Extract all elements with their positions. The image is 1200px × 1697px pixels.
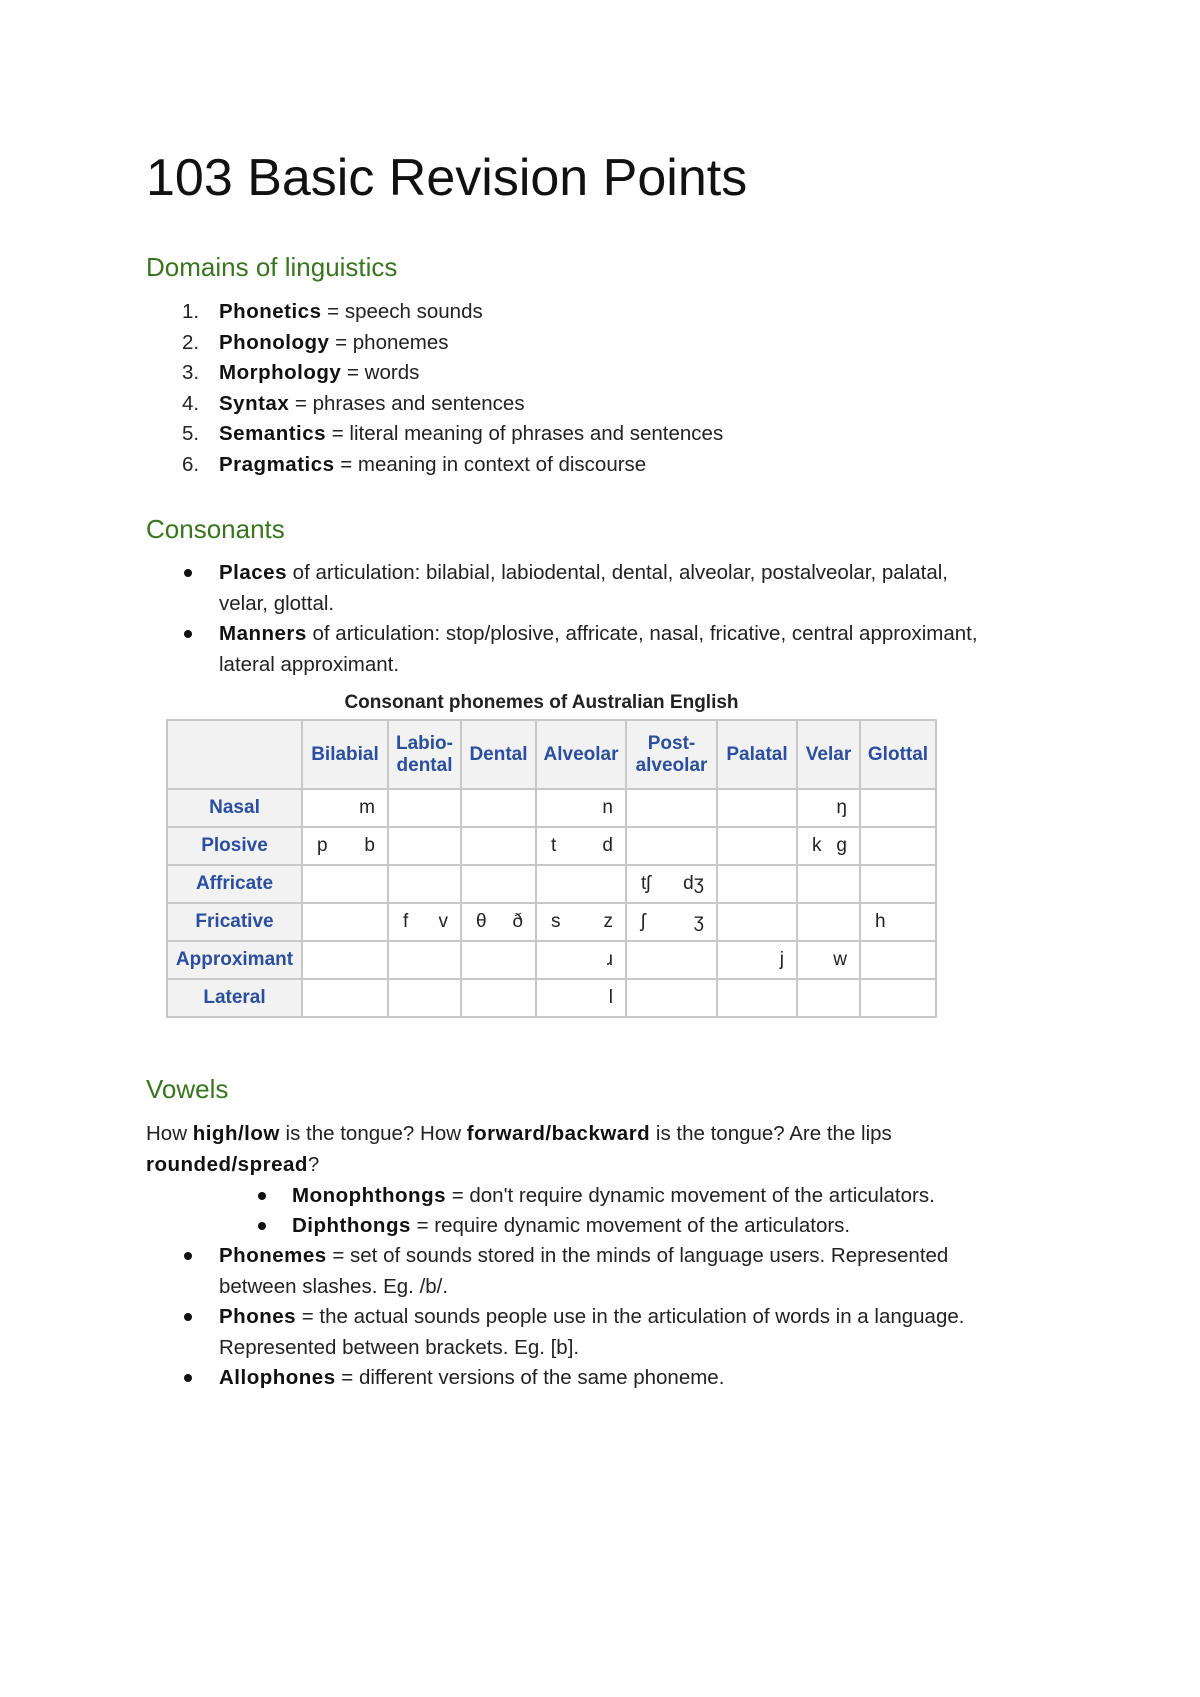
voiceless-phoneme: θ <box>476 911 487 932</box>
column-header-line: Glottal <box>867 743 929 765</box>
voiceless-phoneme: ʃ <box>641 911 646 932</box>
table-row <box>167 789 936 827</box>
intro-text: ? <box>307 1153 320 1176</box>
manners-line2: lateral approximant. <box>219 653 400 676</box>
phoneme-cell <box>536 827 626 865</box>
phoneme-cell <box>536 865 626 903</box>
term: Pragmatics <box>219 452 335 476</box>
column-header-line: alveolar <box>635 754 708 776</box>
row-header: Fricative <box>167 903 302 941</box>
consonant-table <box>166 719 937 1018</box>
voiced-phoneme: g <box>836 835 847 856</box>
heading-consonants: Consonants <box>146 514 285 544</box>
places-desc: of articulation: bilabial, labiodental, dental, alveolar, postalveolar, palatal, <box>286 561 948 584</box>
voiceless-phoneme: tʃ <box>641 873 651 894</box>
phoneme-cell <box>626 903 717 941</box>
voiceless-phoneme: h <box>875 911 886 932</box>
manners-term: Manners <box>219 622 307 645</box>
voiceless-phoneme: t <box>551 835 557 856</box>
table-row <box>167 979 936 1017</box>
phoneme-cell <box>626 827 717 865</box>
column-header <box>860 720 936 789</box>
phones-line <box>219 1302 964 1332</box>
desc: = meaning in context of discourse <box>334 452 647 476</box>
voiceless-phoneme: p <box>317 835 328 856</box>
phoneme-cell <box>717 941 797 979</box>
voiced-phoneme: w <box>833 949 847 970</box>
table-caption: Consonant phonemes of Australian English <box>344 692 739 713</box>
voiced-phoneme: d <box>602 835 613 856</box>
voiced-phoneme: v <box>438 911 448 932</box>
phoneme-cell <box>302 979 388 1017</box>
voiced-phoneme: z <box>603 911 613 932</box>
places-line2: velar, glottal. <box>219 592 335 615</box>
term: Monophthongs <box>292 1184 447 1207</box>
row-header: Lateral <box>167 979 302 1017</box>
column-header-line: Post- <box>647 732 696 754</box>
list-number: 2. <box>182 330 200 354</box>
phoneme-cell <box>388 865 461 903</box>
intro-bold: high/low <box>192 1122 280 1145</box>
heading-domains: Domains of linguistics <box>146 252 398 282</box>
phoneme-cell <box>797 903 860 941</box>
list-item <box>219 297 483 327</box>
voiceless-phoneme: s <box>551 911 561 932</box>
phoneme-cell <box>860 827 936 865</box>
desc: = phonemes <box>329 330 449 354</box>
phoneme-cell <box>860 789 936 827</box>
desc: = words <box>341 361 420 384</box>
phoneme-cell <box>717 979 797 1017</box>
column-header-line: Labio- <box>396 732 453 754</box>
bullet-icon <box>184 1252 192 1260</box>
phoneme-cell <box>302 865 388 903</box>
list-item <box>219 450 646 480</box>
list-item <box>219 389 525 419</box>
intro-text: How <box>146 1122 193 1145</box>
list-number: 6. <box>182 452 200 476</box>
bullet-icon <box>184 630 192 638</box>
allophones-line <box>219 1363 724 1393</box>
term: Diphthongs <box>292 1214 411 1237</box>
phoneme-cell <box>717 789 797 827</box>
bullet-icon <box>184 1374 192 1382</box>
voiced-phoneme: ŋ <box>836 797 847 818</box>
phoneme-cell <box>536 903 626 941</box>
voiced-phoneme: dʒ <box>683 873 704 894</box>
phoneme-cell <box>536 979 626 1017</box>
row-header: Affricate <box>167 865 302 903</box>
term: Allophones <box>219 1366 336 1389</box>
phoneme-cell <box>302 827 388 865</box>
phoneme-cell <box>717 827 797 865</box>
phoneme-cell <box>860 979 936 1017</box>
desc: = speech sounds <box>321 300 483 323</box>
intro-bold: rounded/spread <box>146 1153 308 1176</box>
phoneme-cell <box>388 827 461 865</box>
phoneme-cell <box>626 941 717 979</box>
phoneme-cell <box>860 865 936 903</box>
phoneme-cell <box>461 903 536 941</box>
desc: = don't require dynamic movement of the articulators. <box>446 1184 935 1207</box>
corner-cell <box>167 720 302 789</box>
phoneme-cell <box>388 941 461 979</box>
column-header-line: Alveolar <box>543 743 619 765</box>
manners-desc: of articulation: stop/plosive, affricate, nasal, fricative, central approximant, <box>306 622 978 645</box>
term: Semantics <box>219 422 327 445</box>
phoneme-cell <box>388 789 461 827</box>
column-header <box>461 720 536 789</box>
bullet-icon <box>258 1222 266 1230</box>
phonemes-line2: between slashes. Eg. /b/. <box>219 1275 449 1298</box>
phoneme-cell <box>797 827 860 865</box>
monophthongs-line <box>292 1181 935 1211</box>
column-header <box>388 720 461 789</box>
term: Morphology <box>219 361 342 384</box>
phoneme-cell <box>797 789 860 827</box>
column-header-line: dental <box>396 754 453 776</box>
column-header <box>626 720 717 789</box>
phoneme-cell <box>388 903 461 941</box>
row-header: Nasal <box>167 789 302 827</box>
phoneme-cell <box>626 789 717 827</box>
column-header <box>302 720 388 789</box>
table-row <box>167 865 936 903</box>
vowels-intro <box>146 1119 892 1149</box>
desc: = literal meaning of phrases and sentences <box>326 422 724 445</box>
column-header-line: Velar <box>805 743 852 765</box>
bullet-icon <box>258 1192 266 1200</box>
desc: = require dynamic movement of the articulators. <box>410 1214 851 1237</box>
list-number: 5. <box>182 422 200 445</box>
row-header: Approximant <box>167 941 302 979</box>
phoneme-cell <box>797 941 860 979</box>
list-item <box>219 328 449 358</box>
term: Phonemes <box>219 1244 327 1267</box>
heading-vowels: Vowels <box>146 1074 229 1104</box>
voiced-phoneme: ð <box>512 911 523 932</box>
places-term: Places <box>219 561 287 584</box>
voiced-phoneme: ɹ <box>606 949 613 970</box>
voiced-phoneme: b <box>364 835 375 856</box>
phoneme-cell <box>717 903 797 941</box>
column-header-line: Palatal <box>726 743 788 765</box>
phoneme-cell <box>461 865 536 903</box>
table-row <box>167 903 936 941</box>
row-header: Plosive <box>167 827 302 865</box>
phoneme-cell <box>302 941 388 979</box>
phoneme-cell <box>626 979 717 1017</box>
phoneme-cell <box>717 865 797 903</box>
phones-line2: Represented between brackets. Eg. [b]. <box>219 1336 580 1359</box>
intro-text: is the tongue? Are the lips <box>650 1122 892 1145</box>
phoneme-cell <box>388 979 461 1017</box>
desc: = the actual sounds people use in the articulation of words in a language. <box>296 1305 965 1328</box>
phoneme-cell <box>797 979 860 1017</box>
voiceless-phoneme: f <box>403 911 409 932</box>
places-line <box>219 558 948 588</box>
phoneme-cell <box>860 903 936 941</box>
phoneme-cell <box>860 941 936 979</box>
voiced-phoneme: m <box>359 797 375 818</box>
table-row <box>167 827 936 865</box>
bullet-icon <box>184 569 192 577</box>
phoneme-cell <box>461 789 536 827</box>
table-row <box>167 941 936 979</box>
intro-text: is the tongue? How <box>279 1122 467 1145</box>
phoneme-cell <box>626 865 717 903</box>
column-header <box>536 720 626 789</box>
diphthongs-line <box>292 1211 850 1241</box>
column-header-line: Dental <box>469 743 528 765</box>
phoneme-cell <box>302 903 388 941</box>
list-number: 1. <box>182 300 200 323</box>
phoneme-cell <box>461 827 536 865</box>
desc: = set of sounds stored in the minds of language users. Represented <box>326 1244 949 1267</box>
phoneme-cell <box>461 979 536 1017</box>
term: Phones <box>219 1305 297 1328</box>
voiceless-phoneme: k <box>812 835 822 856</box>
phoneme-cell <box>302 789 388 827</box>
list-item <box>219 419 723 449</box>
phoneme-cell <box>461 941 536 979</box>
manners-line <box>219 619 978 649</box>
list-item <box>219 358 419 388</box>
list-number: 4. <box>182 391 200 415</box>
term: Phonology <box>219 330 330 354</box>
term: Syntax <box>219 391 290 415</box>
voiced-phoneme: n <box>602 797 613 818</box>
voiced-phoneme: l <box>608 987 613 1008</box>
desc: = phrases and sentences <box>289 391 525 415</box>
term: Phonetics <box>219 300 322 323</box>
voiced-phoneme: ʒ <box>693 911 704 932</box>
page-title: 103 Basic Revision Points <box>146 149 748 207</box>
desc: = different versions of the same phoneme. <box>335 1366 725 1389</box>
intro-bold: forward/backward <box>466 1122 651 1145</box>
column-header <box>717 720 797 789</box>
vowels-intro-line2 <box>146 1150 319 1180</box>
bullet-icon <box>184 1313 192 1321</box>
list-number: 3. <box>182 361 200 384</box>
phonemes-line <box>219 1241 948 1271</box>
voiced-phoneme: j <box>779 949 784 970</box>
phoneme-cell <box>797 865 860 903</box>
phoneme-cell <box>536 941 626 979</box>
column-header <box>797 720 860 789</box>
phoneme-cell <box>536 789 626 827</box>
column-header-line: Bilabial <box>311 743 379 765</box>
